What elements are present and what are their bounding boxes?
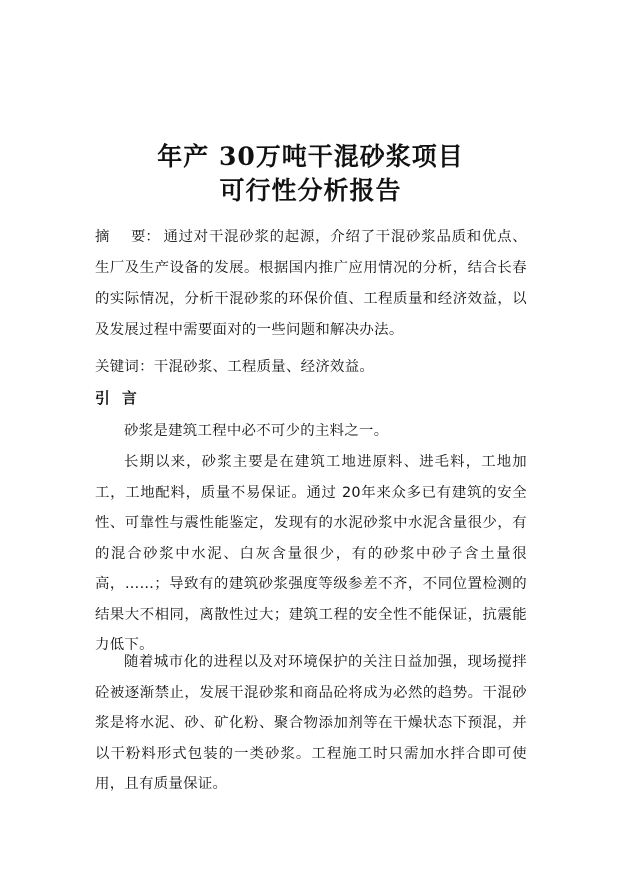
body-paragraph-2: 长期以来，砂浆主要是在建筑工地进原料、进毛料，工地加工，工地配料，质量不易保证。通过 20年来众多已有建筑的安全性、可靠性与震性能鉴定，发现有的水泥砂浆中水泥含量很少，有的混合砂浆中水泥、白灰含量很少，有的砂浆中砂子含土量很高，……；导致有的建筑砂浆强度等级参差不齐，不同位置检测的结果大不相同，离散性过大；建筑工程的安全性不能保证，抗震能力低下。 <box>95 454 527 653</box>
abstract-label <box>95 222 163 253</box>
keywords-paragraph <box>95 352 527 383</box>
abstract-label-char-1: 摘 <box>95 229 110 245</box>
document-title-line-2: 可行性分析报告 <box>219 176 402 205</box>
keywords-label: 关键词： <box>95 359 154 375</box>
introduction-heading-char-1: 引 <box>95 390 110 407</box>
body-paragraph-1: 砂浆是建筑工程中必不可少的主料之一。 <box>124 423 389 439</box>
body-paragraph-3: 随着城市化的进程以及对环境保护的关注日益加强，现场搅拌砼被逐渐禁止，发展干混砂浆和商品砼将成为必然的趋势。干混砂浆是将水泥、砂、矿化粉、聚合物添加剂等在干燥状态下预混，并以干粉料形式包装的一类砂浆。工程施工时只需加水拌合即可使用，且有质量保证。 <box>95 654 527 792</box>
abstract-text: 通过对干混砂浆的起源，介绍了干混砂浆品质和优点、生厂及生产设备的发展。根据国内推广应用情况的分析，结合长春的实际情况，分析干混砂浆的环保价值、工程质量和经济效益，以及发展过程中需要面对的一些问题和解决办法。 <box>95 229 527 338</box>
introduction-heading-char-2: 言 <box>122 390 137 407</box>
document-title-line-1: 年产 30万吨干混砂浆项目 <box>157 142 464 171</box>
abstract-label-char-2: 要： <box>131 229 160 245</box>
abstract-paragraph <box>95 222 527 346</box>
introduction-heading <box>95 383 137 414</box>
keywords-text: 干混砂浆、工程质量、经济效益。 <box>153 359 375 375</box>
